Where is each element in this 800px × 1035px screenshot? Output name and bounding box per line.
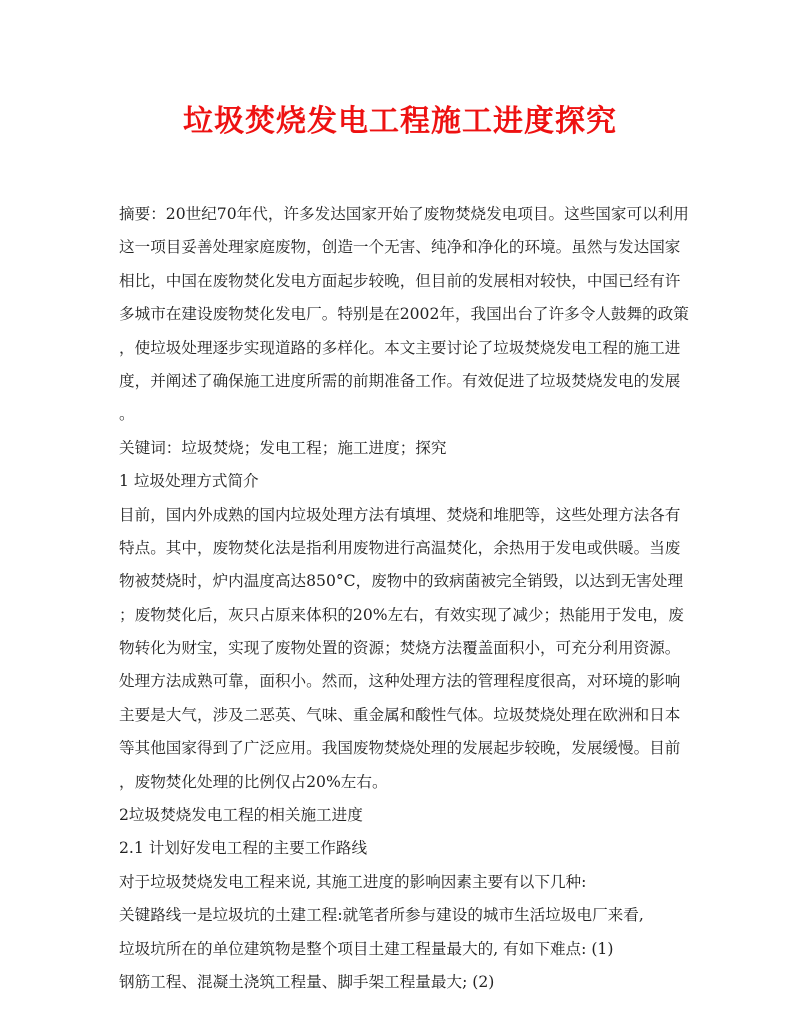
section-2-heading: 2垃圾焚烧发电工程的相关施工进度 [119,806,363,825]
section-2-1-line: 垃圾坑所在的单位建筑物是整个项目土建工程量最大的, 有如下难点: (1) [119,939,614,958]
section-2-1-heading: 2.1 计划好发电工程的主要工作路线 [119,839,368,858]
section-2-1-line: 钢筋工程、混凝土浇筑工程量、脚手架工程量最大; (2) [119,972,495,991]
abstract-line: 多城市在建设废物焚化发电厂。特别是在2002年，我国出台了许多令人鼓舞的政策 [119,305,689,324]
section-1-line: 特点。其中，废物焚化法是指利用废物进行高温焚化，余热用于发电或供暖。当废 [119,538,681,557]
section-1-line: 目前，国内外成熟的国内垃圾处理方法有填埋、焚烧和堆肥等，这些处理方法各有 [119,505,681,524]
section-1-line: 等其他国家得到了广泛应用。我国废物焚烧处理的发展起步较晚，发展缓慢。目前 [119,739,681,758]
abstract-line: 这一项目妥善处理家庭废物，创造一个无害、纯净和净化的环境。虽然与发达国家 [119,238,681,257]
document-title: 垃圾焚烧发电工程施工进度探究 [183,104,617,139]
abstract-line: ，使垃圾处理逐步实现道路的多样化。本文主要讨论了垃圾焚烧发电工程的施工进 [119,338,681,357]
abstract-line: 度，并阐述了确保施工进度所需的前期准备工作。有效促进了垃圾焚烧发电的发展 [119,371,681,390]
section-1-line: 物被焚烧时，炉内温度高达850°C，废物中的致病菌被完全销毁，以达到无害处理 [119,572,684,591]
abstract-line: 相比，中国在废物焚化发电方面起步较晚，但目前的发展相对较快，中国已经有许 [119,271,681,290]
section-2-1-paragraph [119,866,687,1000]
abstract-line: 。 [119,405,135,424]
section-1-line: ，废物焚化处理的比例仅占20%左右。 [119,772,388,791]
abstract-paragraph [119,198,687,432]
section-1-line: 物转化为财宝，实现了废物处置的资源；焚烧方法覆盖面积小，可充分利用资源。 [119,639,681,658]
abstract-line: 摘要：20世纪70年代，许多发达国家开始了废物焚烧发电项目。这些国家可以利用 [119,205,689,223]
document-body [119,198,687,999]
keywords-line: 关键词：垃圾焚烧；发电工程；施工进度；探究 [119,438,447,457]
section-1-line: 处理方法成熟可靠，面积小。然而，这种处理方法的管理程度很高，对环境的影响 [119,672,681,691]
section-2-1-line: 关键路线一是垃圾坑的土建工程:就笔者所参与建设的城市生活垃圾电厂来看, [119,906,644,925]
section-1-line: 主要是大气，涉及二恶英、气味、重金属和酸性气体。垃圾焚烧处理在欧洲和日本 [119,705,681,724]
section-1-paragraph [119,499,687,800]
section-2-1-line: 对于垃圾焚烧发电工程来说, 其施工进度的影响因素主要有以下几种: [119,872,587,891]
section-1-line: ；废物焚化后，灰只占原来体积的20%左右，有效实现了减少；热能用于发电，废 [119,605,684,624]
section-1-heading: 1 垃圾处理方式简介 [119,472,259,491]
